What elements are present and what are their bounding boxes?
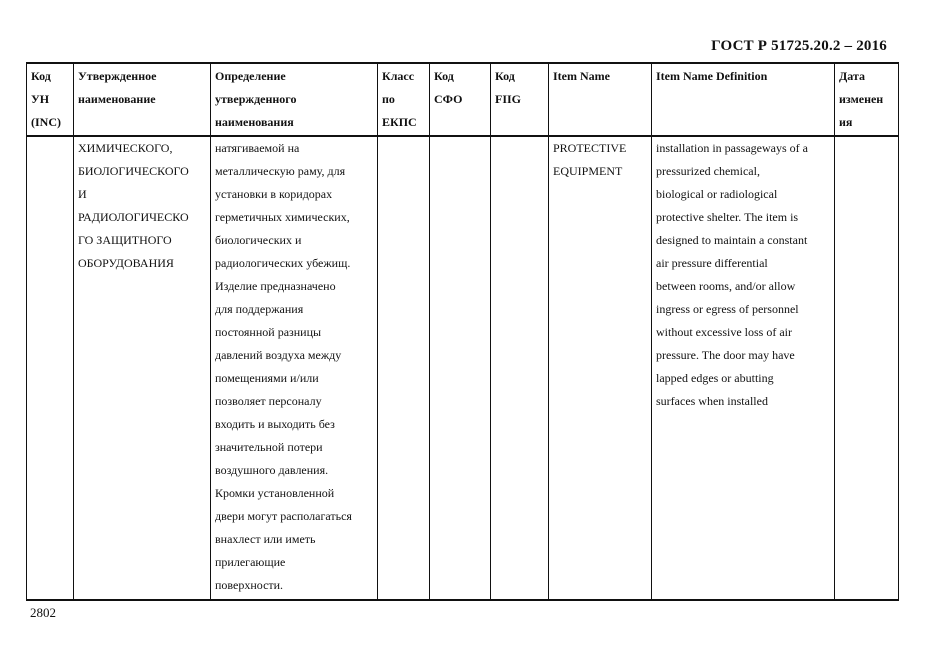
cell-text-line: И (78, 187, 87, 201)
cell-text-line: Дата (839, 69, 865, 83)
cell-text-line: lapped edges or abutting (656, 371, 774, 385)
header-fiig-code (491, 63, 549, 136)
header-item-name (549, 63, 652, 136)
cell-text-line: biological or radiological (656, 187, 778, 201)
cell-text-line: protective shelter. The item is (656, 210, 799, 224)
cell-text-line: позволяет персоналу (215, 394, 322, 408)
cell-text-line: значительной потери (215, 440, 323, 454)
cell-text-line: Код (31, 69, 51, 83)
cell-text-line: Item Name (553, 69, 610, 83)
cell-text-line: ЕКПС (382, 115, 417, 129)
cell-text-line: наименования (215, 115, 294, 129)
cell-text-line: радиологических убежищ. (215, 256, 351, 270)
cell-text-line: по (382, 92, 395, 106)
header-sfo-code (430, 63, 491, 136)
cell-text-line: металлическую раму, для (215, 164, 346, 178)
cell-approved-name (74, 136, 211, 600)
cell-text-line: УН (31, 92, 50, 106)
cell-text-line: натягиваемой на (215, 141, 300, 155)
cell-text-line: Кромки установленной (215, 486, 335, 500)
cell-text-line: Изделие предназначено (215, 279, 336, 293)
cell-text-line: Код (495, 69, 515, 83)
cell-inc-code (27, 136, 74, 600)
cell-text-line: Item Name Definition (656, 69, 768, 83)
cell-change-date (835, 136, 899, 600)
cell-text-line: двери могут располагаться (215, 509, 352, 523)
cell-text-line: герметичных химических, (215, 210, 350, 224)
cell-text-line: прилегающие (215, 555, 286, 569)
header-approved-name (74, 63, 211, 136)
cell-text-line: (INC) (31, 115, 61, 129)
header-inc-code (27, 63, 74, 136)
cell-text-line: Определение (215, 69, 286, 83)
cell-text-line: surfaces when installed (656, 394, 768, 408)
cell-text-line: ия (839, 115, 853, 129)
cell-text-line: pressurized chemical, (656, 164, 760, 178)
cell-text-line: designed to maintain a constant (656, 233, 808, 247)
cell-text-line: between rooms, and/or allow (656, 279, 796, 293)
cell-text-line: air pressure differential (656, 256, 768, 270)
cell-definition (211, 136, 378, 600)
cell-text-line: pressure. The door may have (656, 348, 795, 362)
cell-text-line: помещениями и/или (215, 371, 319, 385)
cell-fiig-code (491, 136, 549, 600)
cell-text-line: ingress or egress of personnel (656, 302, 799, 316)
page-number: 2802 (30, 605, 56, 620)
cell-text-line: постоянной разницы (215, 325, 322, 339)
cell-text-line: Класс (382, 69, 415, 83)
header-item-name-definition (652, 63, 835, 136)
cell-sfo-code (430, 136, 491, 600)
cell-text-line: наименование (78, 92, 156, 106)
cell-text-line: PROTECTIVE (553, 141, 627, 155)
table-row (27, 136, 899, 600)
cell-text-line: БИОЛОГИЧЕСКОГО (78, 164, 189, 178)
cell-text-line: without excessive loss of air (656, 325, 792, 339)
table-header-row (27, 63, 899, 136)
catalog-table (26, 62, 899, 601)
cell-text-line: изменен (839, 92, 884, 106)
header-ekps-class (378, 63, 430, 136)
cell-text-line: FIIG (495, 92, 522, 106)
cell-text-line: installation in passageways of a (656, 141, 808, 155)
cell-text-line: РАДИОЛОГИЧЕСКО (78, 210, 189, 224)
cell-text-line: ГО ЗАЩИТНОГО (78, 233, 172, 247)
cell-text-line: давлений воздуха между (215, 348, 342, 362)
cell-text-line: входить и выходить без (215, 417, 335, 431)
cell-item-name-definition (652, 136, 835, 600)
document-title: ГОСТ Р 51725.20.2 – 2016 (711, 38, 887, 54)
cell-text-line: внахлест или иметь (215, 532, 316, 546)
cell-text-line: утвержденного (215, 92, 297, 106)
cell-text-line: ОБОРУДОВАНИЯ (78, 256, 174, 270)
cell-text-line: поверхности. (215, 578, 284, 592)
cell-text-line: биологических и (215, 233, 302, 247)
cell-text-line: воздушного давления. (215, 463, 329, 477)
cell-ekps-class (378, 136, 430, 600)
cell-text-line: СФО (434, 92, 463, 106)
cell-text-line: Код (434, 69, 454, 83)
cell-item-name (549, 136, 652, 600)
cell-text-line: Утвержденное (78, 69, 157, 83)
cell-text-line: EQUIPMENT (553, 164, 623, 178)
cell-text-line: для поддержания (215, 302, 304, 316)
cell-text-line: установки в коридорах (215, 187, 333, 201)
cell-text-line: ХИМИЧЕСКОГО, (78, 141, 173, 155)
header-definition (211, 63, 378, 136)
header-change-date (835, 63, 899, 136)
